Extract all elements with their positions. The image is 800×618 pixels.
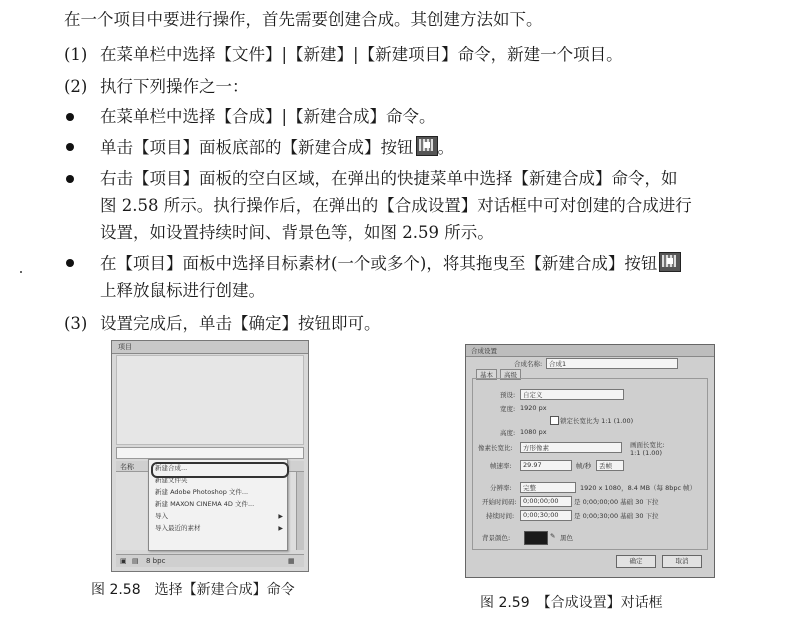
resolution-select[interactable] bbox=[520, 482, 576, 493]
frame-aspect-label: 画面长宽比: bbox=[630, 441, 665, 449]
panel-titlebar bbox=[112, 341, 308, 354]
duration-field[interactable] bbox=[520, 510, 572, 521]
bit-depth-label[interactable]: 8 bpc bbox=[146, 557, 166, 565]
bullet4-text: 在【项目】面板中选择目标素材(一个或多个)，将其拖曳至【新建合成】按钮 bbox=[100, 254, 658, 273]
new-comp-small-icon[interactable]: ▤ bbox=[132, 557, 139, 565]
frame-rate-value: 29.97 bbox=[523, 461, 542, 469]
width-value[interactable]: 1920 px bbox=[520, 404, 547, 412]
background-color-swatch[interactable] bbox=[524, 531, 548, 545]
lock-ratio-label: 锁定长宽比为 1:1 (1.00) bbox=[560, 417, 634, 425]
figure-2-59-composition-settings-dialog bbox=[465, 344, 715, 578]
drop-frame-value: 丢帧 bbox=[599, 462, 612, 470]
duration-label: 持续时间: bbox=[486, 512, 515, 520]
panel-title: 项目 bbox=[118, 343, 132, 351]
intro-paragraph: 在一个项目中要进行操作，首先需要创建合成。其创建方法如下。 bbox=[64, 10, 543, 29]
preset-label: 预设: bbox=[500, 391, 516, 399]
bullet2-end: 。 bbox=[437, 138, 454, 157]
dialog-titlebar bbox=[466, 345, 714, 357]
menu-item-new-folder[interactable]: 新建文件夹 bbox=[155, 476, 188, 484]
resolution-value: 完整 bbox=[523, 484, 536, 492]
menu-item-import[interactable]: 导入 bbox=[155, 512, 168, 520]
panel-scrollbar[interactable] bbox=[296, 472, 304, 550]
step1-text: 在菜单栏中选择【文件】|【新建】|【新建项目】命令，新建一个项目。 bbox=[100, 45, 623, 64]
panel-preview-area bbox=[116, 355, 304, 445]
start-timecode-field[interactable] bbox=[520, 496, 572, 507]
bullet-2 bbox=[66, 143, 74, 151]
tab-basic-label: 基本 bbox=[480, 371, 493, 379]
frame-rate-unit: 帧/秒 bbox=[576, 462, 592, 470]
start-timecode-info: 是 0;00;00;00 基础 30 下拉 bbox=[574, 498, 659, 506]
figure-2-58-project-panel bbox=[111, 340, 309, 572]
new-composition-icon bbox=[416, 136, 438, 156]
tab-advanced-label: 高级 bbox=[504, 371, 517, 379]
menu-item-new-cinema4d[interactable]: 新建 MAXON CINEMA 4D 文件... bbox=[155, 500, 255, 508]
ok-button[interactable]: 确定 bbox=[616, 555, 656, 568]
resolution-label: 分辨率: bbox=[490, 484, 512, 492]
background-color-label: 背景颜色: bbox=[482, 534, 511, 542]
start-timecode-value: 0;00;00;00 bbox=[523, 497, 559, 505]
bullet3-line1: 右击【项目】面板的空白区域，在弹出的快捷菜单中选择【新建合成】命令，如 bbox=[100, 169, 678, 188]
submenu-arrow-icon: ▶ bbox=[278, 525, 283, 532]
background-color-name: 黑色 bbox=[560, 534, 573, 542]
figure-2-58-caption: 图 2.58 选择【新建合成】命令 bbox=[91, 582, 295, 598]
step1-number: (1) bbox=[64, 45, 88, 64]
folder-icon[interactable]: ▣ bbox=[120, 557, 127, 565]
step2-number: (2) bbox=[64, 77, 88, 96]
height-label: 高度: bbox=[500, 429, 516, 437]
pixel-aspect-select[interactable] bbox=[520, 442, 622, 453]
bullet1-text: 在菜单栏中选择【合成】|【新建合成】命令。 bbox=[100, 107, 436, 126]
menu-item-new-composition[interactable]: 新建合成... bbox=[155, 464, 188, 472]
duration-value: 0;00;30;00 bbox=[523, 511, 559, 519]
panel-search-input[interactable] bbox=[116, 447, 304, 459]
new-composition-icon bbox=[659, 252, 681, 272]
cancel-button[interactable]: 取消 bbox=[662, 555, 702, 568]
context-menu bbox=[148, 459, 288, 551]
lock-ratio-checkbox[interactable] bbox=[550, 416, 559, 425]
pixel-aspect-label: 像素长宽比: bbox=[478, 444, 513, 452]
step3-text: 设置完成后，单击【确定】按钮即可。 bbox=[100, 314, 381, 333]
bullet3-line3: 设置，如设置持续时间、背景色等，如图 2.59 所示。 bbox=[100, 223, 494, 242]
height-value[interactable]: 1080 px bbox=[520, 428, 547, 436]
bullet4-line2: 上释放鼠标进行创建。 bbox=[100, 281, 265, 300]
bullet-1 bbox=[66, 113, 74, 121]
preset-select[interactable] bbox=[520, 389, 624, 400]
start-timecode-label: 开始时间码: bbox=[482, 498, 517, 506]
panel-bottom-bar bbox=[116, 554, 304, 567]
drop-frame-select[interactable] bbox=[596, 460, 624, 471]
pixel-aspect-value: 方形像素 bbox=[523, 444, 549, 452]
comp-name-value: 合成1 bbox=[549, 360, 567, 368]
bullet2-text: 单击【项目】面板底部的【新建合成】按钮 bbox=[100, 138, 414, 157]
bullet-3 bbox=[66, 175, 74, 183]
trash-icon[interactable]: ▦ bbox=[288, 557, 295, 565]
figure-2-59-caption: 图 2.59 【合成设置】对话框 bbox=[480, 595, 663, 611]
duration-info: 是 0;00;30;00 基础 30 下拉 bbox=[574, 512, 659, 520]
frame-rate-label: 帧速率: bbox=[490, 462, 512, 470]
frame-rate-select[interactable] bbox=[520, 460, 572, 471]
column-name[interactable]: 名称 bbox=[120, 463, 134, 471]
scan-speck bbox=[20, 271, 22, 273]
bullet-4 bbox=[66, 259, 74, 267]
submenu-arrow-icon: ▶ bbox=[278, 513, 283, 520]
bullet2-line bbox=[100, 136, 454, 159]
dialog-title: 合成设置 bbox=[471, 347, 497, 355]
width-label: 宽度: bbox=[500, 405, 516, 413]
eyedropper-icon[interactable]: ✎ bbox=[550, 532, 556, 540]
comp-name-label: 合成名称: bbox=[514, 360, 543, 368]
menu-item-new-photoshop[interactable]: 新建 Adobe Photoshop 文件... bbox=[155, 488, 249, 496]
comp-name-field[interactable] bbox=[546, 358, 678, 369]
step2-text: 执行下列操作之一： bbox=[100, 77, 249, 96]
bullet4-line1 bbox=[100, 252, 681, 275]
frame-aspect-value: 1:1 (1.00) bbox=[630, 449, 663, 457]
bullet3-line2: 图 2.58 所示。执行操作后，在弹出的【合成设置】对话框中可对创建的合成进行 bbox=[100, 196, 692, 215]
step3-number: (3) bbox=[64, 314, 88, 333]
resolution-info: 1920 x 1080，8.4 MB（每 8bpc 帧） bbox=[580, 484, 697, 492]
menu-item-import-recent[interactable]: 导入最近的素材 bbox=[155, 524, 201, 532]
preset-value: 自定义 bbox=[523, 391, 543, 399]
